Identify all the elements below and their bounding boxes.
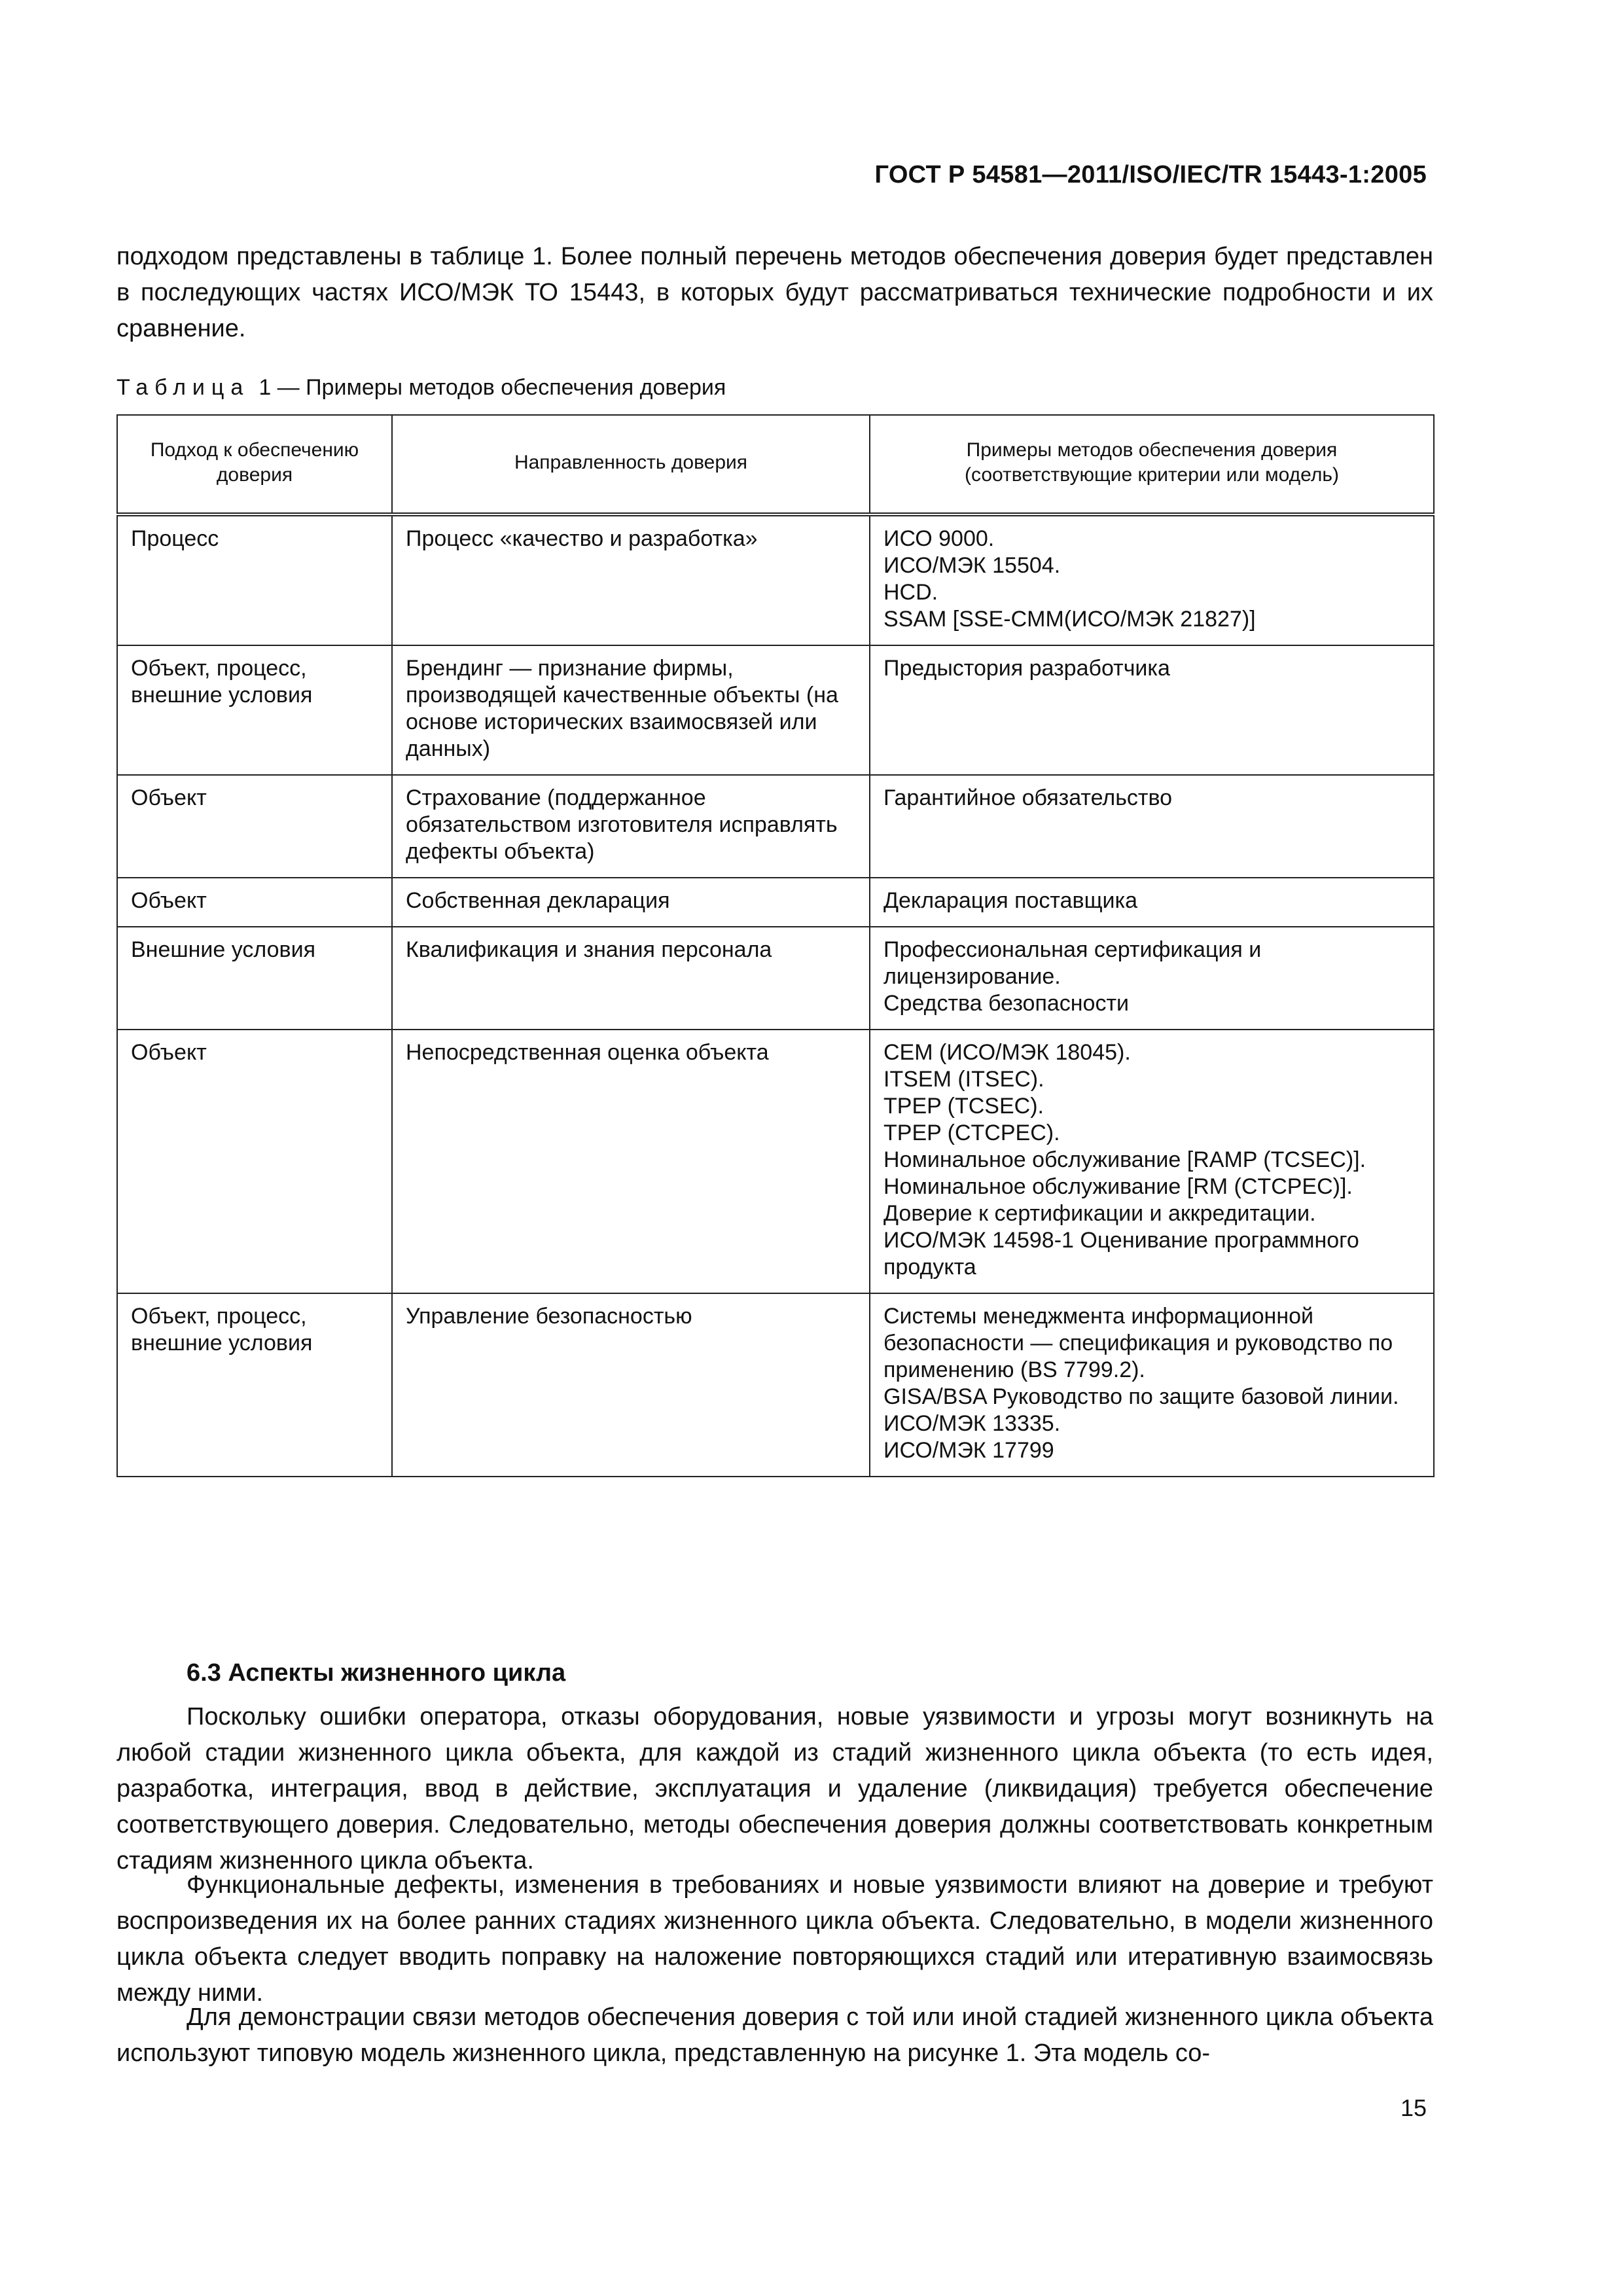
cell-approach: Процесс (117, 514, 392, 645)
example-item: ИСО/МЭК 15504. (883, 553, 1061, 578)
cell-focus: Брендинг — признание фирмы, производящей качественные объекты (на основе исторических взаимосвязей или данных) (392, 645, 870, 775)
table-row (117, 775, 1434, 878)
cell-focus: Процесс «качество и разработка» (392, 514, 870, 645)
cell-focus: Собственная декларация (392, 878, 870, 927)
example-item: Номинальное обслуживание [RAMP (TCSEC)]. (883, 1147, 1366, 1172)
cell-approach: Объект, процесс, внешние условия (117, 1293, 392, 1477)
cell-examples (870, 927, 1434, 1030)
example-item: СЕМ (ИСО/МЭК 18045). (883, 1040, 1131, 1065)
section-paragraph: Функциональные дефекты, изменения в требованиях и новые уязвимости влияют на доверие и требуют воспроизведения их на более ранних стадиях жизненного цикла объекта. Следовательно, в модели жизненного цикла объекта следует вводить поправку на наложение повторяющихся стадий или итеративную взаимосвязь между ними. (116, 1871, 1433, 2007)
cell-focus: Страхование (поддержанное обязательством изготовителя исправлять дефекты объекта) (392, 775, 870, 878)
cell-examples (870, 1030, 1434, 1293)
table-row (117, 1293, 1434, 1477)
example-item: Гарантийное обязательство (883, 785, 1173, 810)
table-caption-text: 1 — Примеры методов обеспечения доверия (259, 375, 726, 400)
example-item: Предыстория разработчика (883, 656, 1170, 681)
table-row (117, 514, 1434, 645)
example-item: HCD. (883, 580, 938, 605)
intro-paragraph: подходом представлены в таблице 1. Более полный перечень методов обеспечения доверия будет представлен в последующих частях ИСО/МЭК ТО 15443, в которых будут рассматриваться технические подробности и их сравнение. (116, 243, 1433, 342)
example-item: TPEP (CTCPEC). (883, 1121, 1060, 1145)
cell-approach: Объект (117, 1030, 392, 1293)
table-row (117, 1030, 1434, 1293)
example-item: Средства безопасности (883, 991, 1130, 1016)
example-item: SSAM [SSE-CMM(ИСО/МЭК 21827)] (883, 607, 1256, 632)
cell-examples (870, 645, 1434, 775)
cell-examples (870, 878, 1434, 927)
example-item: Доверие к сертификации и аккредитации. (883, 1201, 1316, 1226)
header-focus: Направленность доверия (392, 415, 870, 514)
cell-approach: Внешние условия (117, 927, 392, 1030)
header-approach: Подход к обеспечению доверия (117, 415, 392, 514)
example-item: GISA/BSA Руководство по защите базовой линии. (883, 1384, 1399, 1409)
section-title: 6.3 Аспекты жизненного цикла (187, 1659, 566, 1687)
table-row (117, 645, 1434, 775)
example-item: Профессиональная сертификация и лицензирование. (883, 937, 1262, 989)
table-caption (116, 375, 726, 401)
example-item: ИСО/МЭК 13335. (883, 1411, 1061, 1436)
cell-approach: Объект (117, 775, 392, 878)
example-item: ITSEM (ITSEC). (883, 1067, 1044, 1092)
example-item: Номинальное обслуживание [RM (CTCPEC)]. (883, 1174, 1353, 1199)
section-paragraph: Для демонстрации связи методов обеспечения доверия с той или иной стадией жизненного цикла объекта используют типовую модель жизненного цикла, представленную на рисунке 1. Эта модель со- (116, 2003, 1433, 2067)
cell-examples (870, 775, 1434, 878)
table-row (117, 878, 1434, 927)
table-caption-prefix: Таблица (116, 375, 250, 400)
example-item: Системы менеджмента информационной безопасности — спецификация и руководство по применению (BS 7799.2). (883, 1304, 1393, 1382)
assurance-methods-table (116, 414, 1435, 1477)
cell-approach: Объект (117, 878, 392, 927)
example-item: ИСО 9000. (883, 526, 995, 551)
cell-examples (870, 514, 1434, 645)
table-row (117, 927, 1434, 1030)
section-paragraph: Поскольку ошибки оператора, отказы оборудования, новые уязвимости и угрозы могут возникнуть на любой стадии жизненного цикла объекта, для каждой из стадий жизненного цикла объекта (то есть идея, разработка, интеграция, ввод в действие, эксплуатация и удаление (ликвидация) требуется обеспечение соответствующего доверия. Следовательно, методы обеспечения доверия должны соответствовать конкретным стадиям жизненного цикла объекта. (116, 1703, 1433, 1874)
document-code-header: ГОСТ Р 54581—2011/ISO/IEC/TR 15443-1:2005 (874, 161, 1427, 188)
example-item: ИСО/МЭК 14598-1 Оценивание программного продукта (883, 1228, 1359, 1280)
example-item: TPEP (TCSEC). (883, 1094, 1044, 1119)
table-header-row (117, 415, 1434, 514)
cell-approach: Объект, процесс, внешние условия (117, 645, 392, 775)
cell-focus: Непосредственная оценка объекта (392, 1030, 870, 1293)
cell-examples (870, 1293, 1434, 1477)
cell-focus: Управление безопасностью (392, 1293, 870, 1477)
example-item: Декларация поставщика (883, 888, 1138, 913)
page-number: 15 (1400, 2094, 1427, 2121)
cell-focus: Квалификация и знания персонала (392, 927, 870, 1030)
example-item: ИСО/МЭК 17799 (883, 1438, 1054, 1463)
header-examples: Примеры методов обеспечения доверия (соответствующие критерии или модель) (870, 415, 1434, 514)
